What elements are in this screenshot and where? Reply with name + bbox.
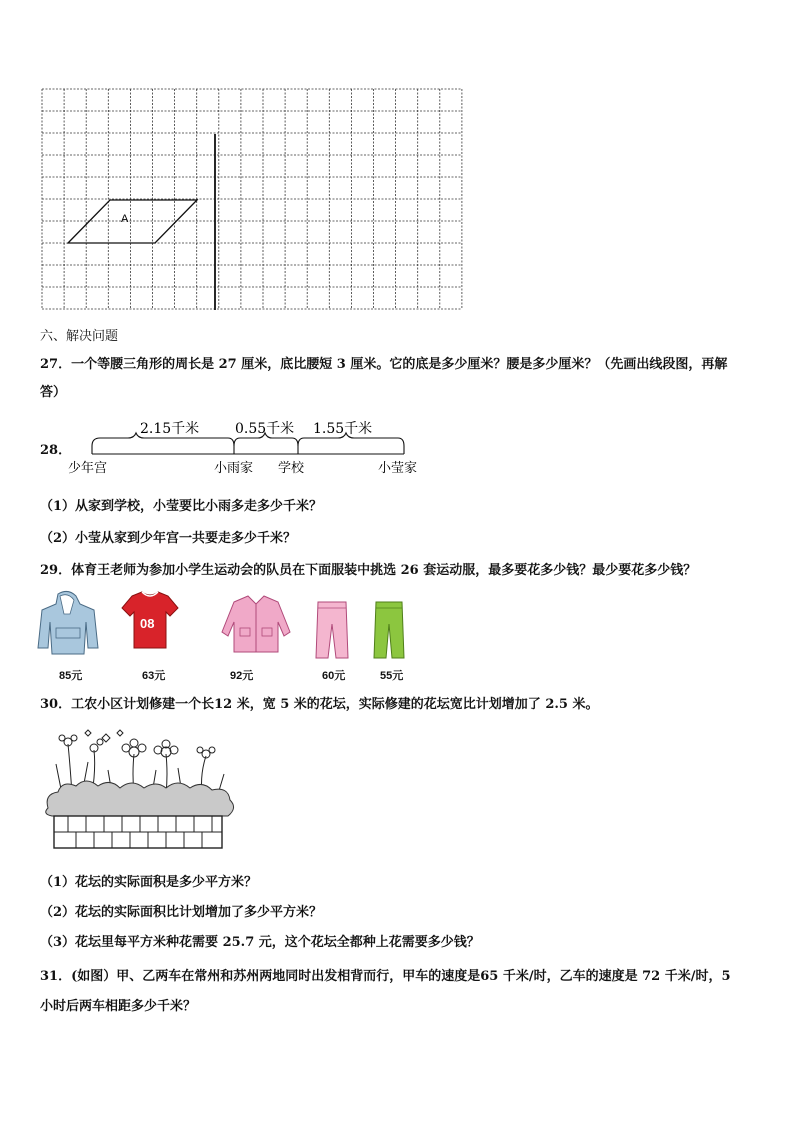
tshirt-print: 08: [140, 616, 155, 631]
q29-text: 29．体育王老师为参加小学生运动会的队员在下面服装中挑选 26 套运动服，最多要花多少钱？最少要花多少钱？: [40, 563, 697, 578]
pink-pants-image: [316, 602, 348, 658]
place-label-1: 少年宫: [68, 461, 108, 476]
q27-line1: 27．一个等腰三角形的周长是 27 厘米，底比腰短 3 厘米。它的底是多少厘米？腰是多少厘米？（先画出线段图，再解: [40, 357, 728, 372]
hoodie-image: [38, 591, 98, 654]
q28-sub2: （2）小莹从家到少年宫一共要走多少千米？: [40, 531, 297, 546]
price-tshirt: 63元: [142, 670, 166, 682]
clothing-row: [36, 588, 416, 660]
green-pants-image: [374, 602, 404, 658]
q30-sub1: （1）花坛的实际面积是多少平方米？: [40, 875, 258, 890]
place-label-4: 小莹家: [378, 461, 418, 476]
q30-text: 30．工农小区计划修建一个长12 米，宽 5 米的花坛，实际修建的花坛宽比计划增加了 2.5 米。: [40, 697, 599, 712]
place-label-3: 学校: [278, 461, 305, 476]
parallelogram-a: [68, 200, 197, 243]
segment-label-3: 1.55千米: [313, 421, 373, 437]
q31-line2: 小时后两车相距多少千米？: [40, 999, 197, 1014]
price-hoodie: 85元: [59, 670, 83, 682]
jacket-image: [222, 596, 290, 652]
q30-sub2: （2）花坛的实际面积比计划增加了多少平方米？: [40, 905, 323, 920]
section-title: 六、解决问题: [40, 329, 119, 344]
price-green-pants: 55元: [380, 670, 404, 682]
grid-lines: [42, 89, 462, 309]
price-pink-pants: 60元: [322, 670, 346, 682]
q28-sub1: （1）从家到学校，小莹要比小雨多走多少千米？: [40, 499, 323, 514]
grid-svg: [40, 88, 472, 312]
q28-line-diagram: [68, 416, 438, 484]
price-jacket: 92元: [230, 670, 254, 682]
q31-line1: 31．(如图）甲、乙两车在常州和苏州两地同时出发相背而行，甲车的速度是65 千米/时，乙车的速度是 72 千米/时，5: [40, 969, 731, 984]
q30-sub3: （3）花坛里每平方米种花需要 25.7 元，这个花坛全都种上花需要多少钱？: [40, 935, 480, 950]
q27-line2: 答）: [40, 385, 67, 400]
flower-bed-svg: [42, 724, 242, 858]
clothing-svg: [36, 588, 416, 660]
line-diagram-svg: [68, 416, 438, 484]
segment-label-2: 0.55千米: [235, 421, 295, 437]
grid-figure: [40, 88, 472, 312]
parallelogram-label: A: [121, 213, 129, 225]
place-label-2: 小雨家: [214, 461, 254, 476]
flower-bed-image: [42, 724, 242, 858]
segment-label-1: 2.15千米: [140, 421, 200, 437]
tshirt-image: [122, 592, 178, 648]
q28-number: 28．: [40, 443, 72, 458]
